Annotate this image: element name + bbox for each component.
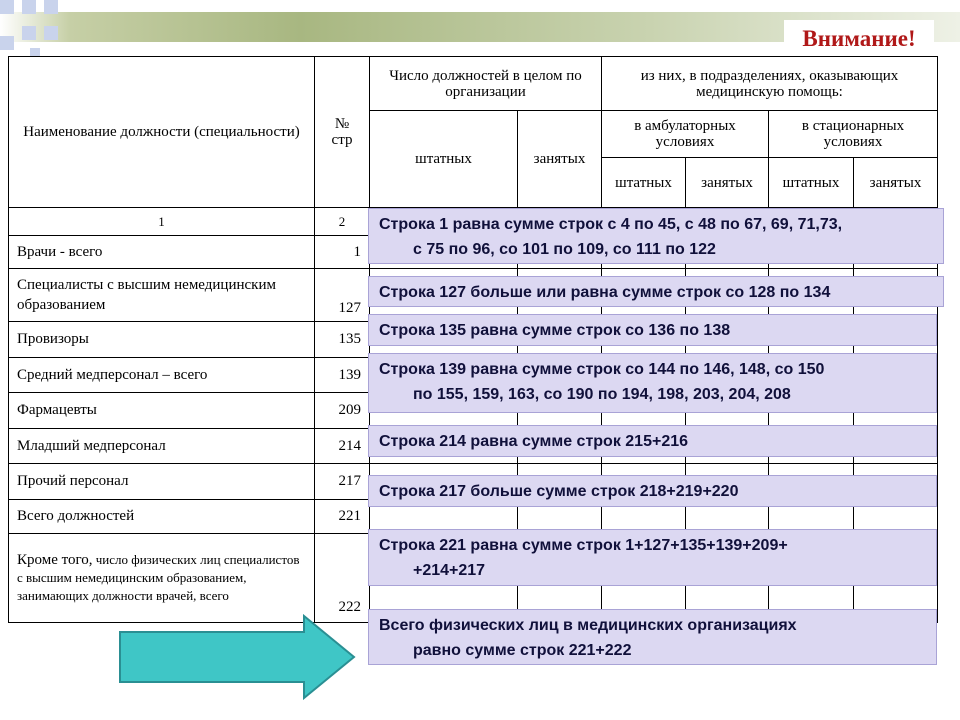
- note-row-221: [368, 529, 937, 586]
- decorative-square: [44, 26, 58, 40]
- row-name: Фармацевты: [9, 393, 315, 429]
- note-line: с 75 по 96, со 101 по 109, со 111 по 122: [413, 241, 716, 258]
- row-number: 209: [315, 393, 370, 429]
- row-name: Провизоры: [9, 322, 315, 358]
- row-number: 214: [315, 429, 370, 464]
- note-line: Всего физических лиц в медицинских организациях: [379, 617, 797, 634]
- note-line: Строка 1 равна сумме строк с 4 по 45, с 48 по 67, 69, 71,73,: [379, 216, 843, 233]
- decorative-square: [22, 0, 36, 14]
- decorative-square: [22, 26, 36, 40]
- row-name-extra: [9, 534, 315, 623]
- header-position-name: Наименование должности (специальности): [9, 57, 315, 208]
- header-stationary: в стационарных условиях: [769, 111, 938, 158]
- header-ambulatory: в амбулаторных условиях: [602, 111, 769, 158]
- row-number: 139: [315, 358, 370, 393]
- header-stationary-occupied: занятых: [854, 158, 938, 208]
- header-total-positions: Число должностей в целом по организации: [370, 57, 602, 111]
- column-number-1: 1: [9, 208, 315, 236]
- row-number: 221: [315, 500, 370, 534]
- note-line: равно сумме строк 221+222: [413, 642, 632, 659]
- row-name: Всего должностей: [9, 500, 315, 534]
- header-total-occupied: занятых: [518, 111, 602, 208]
- row-number: 1: [315, 236, 370, 269]
- row-name: Младший медперсонал: [9, 429, 315, 464]
- note-row-139: [368, 353, 937, 413]
- header-stationary-staff: штатных: [769, 158, 854, 208]
- note-line: +214+217: [413, 562, 486, 579]
- note-row-217: [368, 475, 937, 507]
- note-line: Строка 214 равна сумме строк 215+216: [379, 433, 689, 450]
- decorative-square: [0, 36, 14, 50]
- attention-title: Внимание!: [784, 20, 934, 58]
- row-number: 127: [315, 269, 370, 322]
- header-total-staff: штатных: [370, 111, 518, 208]
- note-line: Строка 127 больше или равна сумме строк со 128 по 134: [379, 284, 831, 301]
- note-row-214: [368, 425, 937, 457]
- row-name: Средний медперсонал – всего: [9, 358, 315, 393]
- note-total-physical: [368, 609, 937, 665]
- row-name: Врачи - всего: [9, 236, 315, 269]
- row-name: Специалисты с высшим немедицинским образованием: [9, 269, 315, 322]
- decorative-square: [44, 0, 58, 14]
- note-line: Строка 221 равна сумме строк 1+127+135+139+209+: [379, 537, 788, 554]
- note-row-1: [368, 208, 944, 264]
- note-row-135: [368, 314, 937, 346]
- header-of-them: из них, в подразделениях, оказывающих медицинскую помощь:: [602, 57, 938, 111]
- row-number: 135: [315, 322, 370, 358]
- right-arrow-icon: [118, 614, 358, 700]
- note-line: Строка 217 больше сумме строк 218+219+220: [379, 483, 739, 500]
- note-line: Строка 135 равна сумме строк со 136 по 138: [379, 322, 731, 339]
- note-line: по 155, 159, 163, со 190 по 194, 198, 203, 204, 208: [413, 386, 791, 403]
- row-number: 222: [315, 534, 370, 623]
- header-ambulatory-staff: штатных: [602, 158, 686, 208]
- decorative-square: [0, 0, 14, 14]
- column-number-2: 2: [315, 208, 370, 236]
- row-number: 217: [315, 464, 370, 500]
- note-line: Строка 139 равна сумме строк со 144 по 146, 148, со 150: [379, 361, 825, 378]
- header-ambulatory-occupied: занятых: [686, 158, 769, 208]
- header-row-number: № стр: [315, 57, 370, 208]
- row-name-extra-lead: Кроме того,: [17, 552, 93, 568]
- note-row-127: [368, 276, 944, 307]
- row-name: Прочий персонал: [9, 464, 315, 500]
- row-name-extra-text: число физических лиц специалистов с высшим немедицинским образованием, занимающих должности врачей, всего: [17, 552, 300, 603]
